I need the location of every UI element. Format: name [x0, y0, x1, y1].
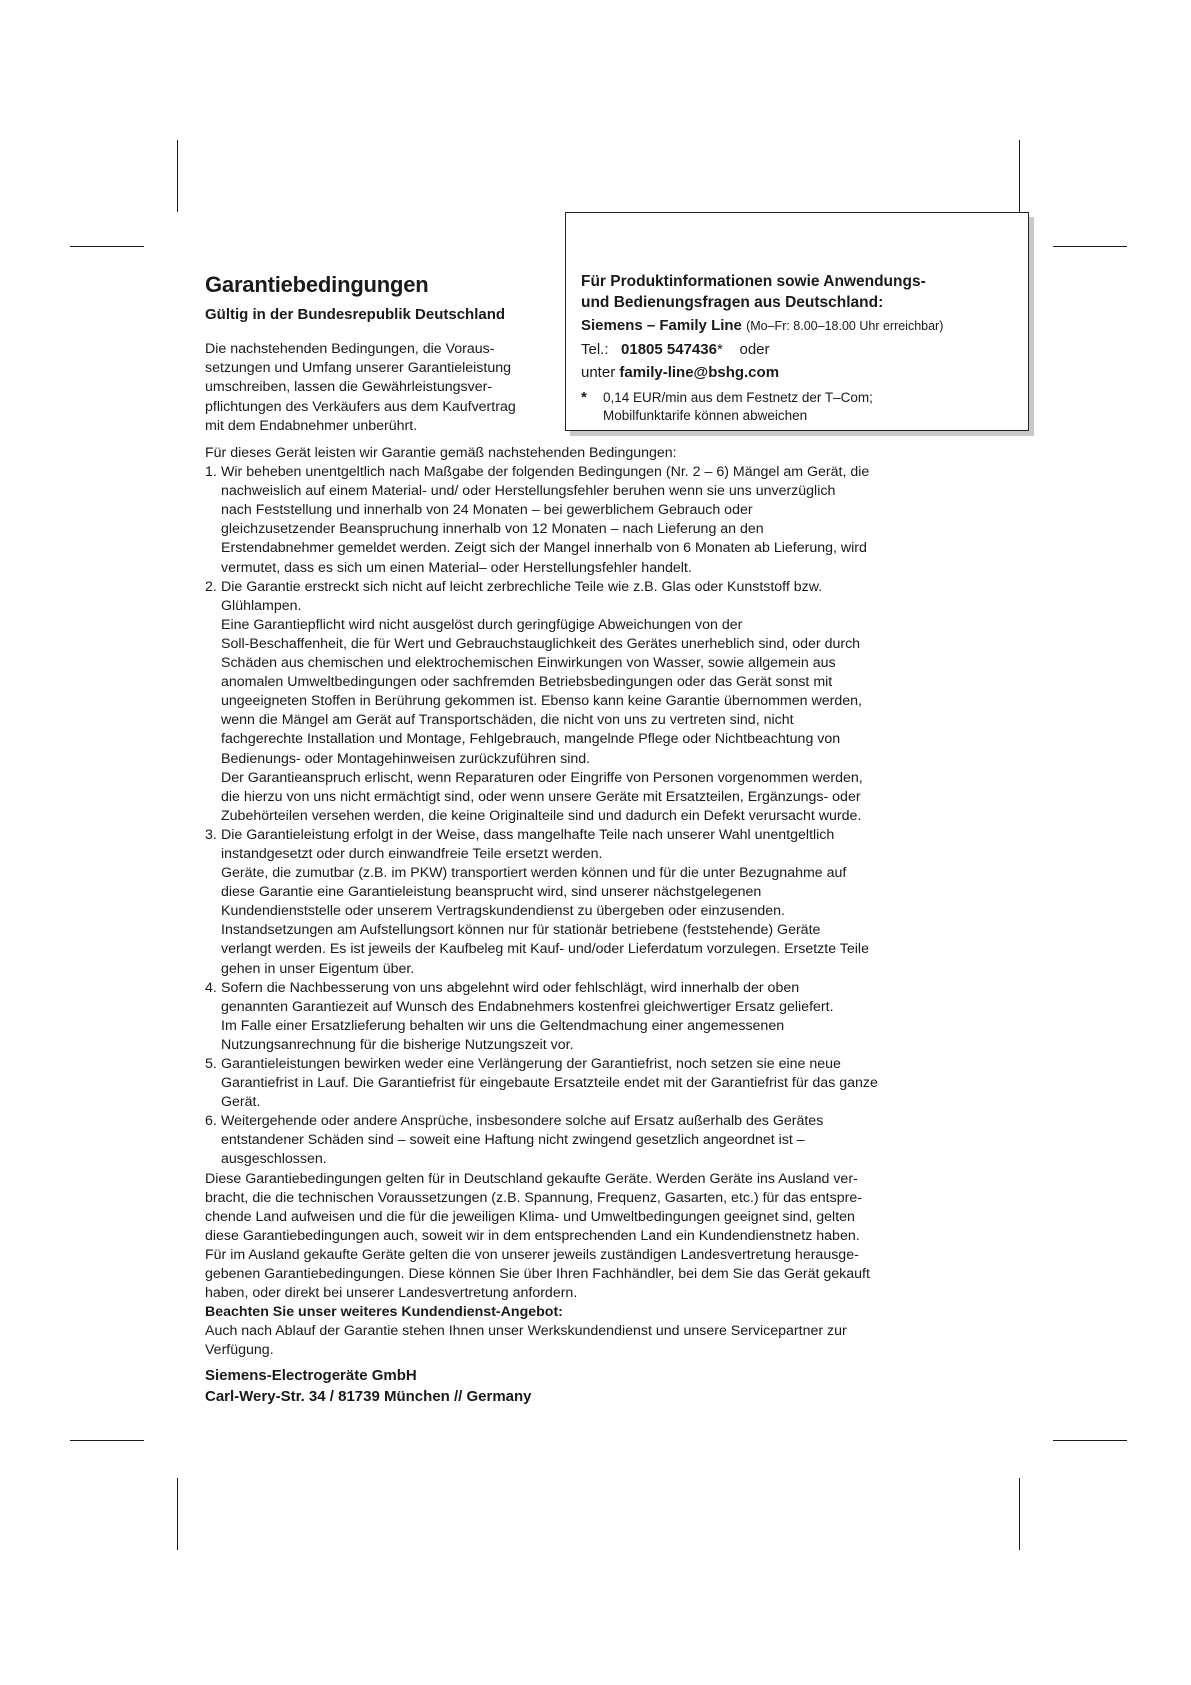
or-text: oder — [739, 341, 770, 358]
phone-line — [581, 339, 1021, 360]
list-item-line: wenn die Mängel am Gerät auf Transportschäden, die nicht von uns zu vertreten sind, nicht — [221, 712, 794, 729]
list-item-number: 1. — [205, 464, 217, 481]
intro-line: pflichtungen des Verkäufers aus dem Kaufvertrag — [205, 398, 516, 415]
list-item-number: 5. — [205, 1056, 217, 1072]
crop-mark — [177, 1478, 178, 1550]
list-item-number: 6. — [205, 1113, 217, 1130]
list-item-line: Die Garantieleistung erfolgt in der Weise, dass mangelhafte Teile nach unserer Wahl unentgeltlich — [221, 826, 835, 843]
list-item-number: 3. — [205, 826, 217, 843]
closing-line: diese Garantiebedingungen auch, soweit wir in dem entsprechenden Land ein Kundendienstnetz haben. — [205, 1227, 860, 1244]
list-item-line: Eine Garantiepflicht wird nicht ausgelöst durch geringfügige Abweichungen von der — [221, 616, 743, 633]
closing-line: Diese Garantiebedingungen gelten für in Deutschland gekaufte Geräte. Werden Geräte ins Ausland ver- — [205, 1170, 858, 1187]
crop-mark — [1053, 246, 1127, 247]
list-item-line: Nutzungsanrechnung für die bisherige Nutzungszeit vor. — [221, 1036, 574, 1053]
intro-line: setzungen und Umfang unserer Garantieleistung — [205, 360, 512, 377]
page-subtitle: Gültig in der Bundesrepublik Deutschland — [205, 306, 506, 323]
list-item-number: 2. — [205, 578, 217, 595]
list-item-line: Weitergehende oder andere Ansprüche, insbesondere solche auf Ersatz außerhalb des Gerätes — [221, 1113, 824, 1130]
info-heading: und Bedienungsfragen aus Deutschland: — [581, 294, 884, 311]
list-item-line: Sofern die Nachbesserung von uns abgelehnt wird oder fehlschlägt, wird innerhalb der oben — [221, 979, 800, 996]
crop-mark — [1053, 1440, 1127, 1441]
list-item-line: Kundendienststelle oder unserem Vertragskundendienst zu übergeben oder einzusenden. — [221, 903, 785, 920]
service-paragraph — [205, 1322, 965, 1360]
service-line: Auch nach Ablauf der Garantie stehen Ihnen unser Werkskundendienst und unsere Servicepartner zur — [205, 1323, 847, 1340]
list-item-line: Soll-Beschaffenheit, die für Wert und Gebrauchstauglichkeit des Gerätes unerheblich sind, oder durch — [221, 635, 861, 652]
company-footer — [205, 1365, 965, 1407]
company-address: Carl-Wery-Str. 34 / 81739 München // Germany — [205, 1387, 532, 1405]
brand-name: Siemens – Family Line — [581, 317, 742, 334]
info-heading: Für Produktinformationen sowie Anwendungs- — [581, 273, 926, 290]
list-item-line: Geräte, die zumutbar (z.B. im PKW) transportiert werden können und für die unter Bezugnahme auf — [221, 865, 847, 882]
list-item — [205, 1112, 965, 1169]
list-item-line: Gerät. — [221, 1094, 261, 1111]
footnote-line: 0,14 EUR/min aus dem Festnetz der T–Com; — [603, 390, 873, 405]
list-item-line: fachgerechte Installation und Montage, Fehlgebrauch, mangelnde Pflege oder Nichtbeachtung von — [221, 731, 841, 748]
info-box — [565, 212, 1029, 431]
service-line: Verfügung. — [205, 1342, 274, 1359]
phone-label: Tel.: — [581, 341, 609, 358]
list-item-line: Zubehörteilen versehen werden, die keine Originalteile sind und dadurch ein Defekt verursacht wurde. — [221, 807, 862, 824]
list-item-line: Schäden aus chemischen und elektrochemischen Einwirkungen von Wasser, sowie allgemein aus — [221, 655, 836, 672]
list-item-line: Bedienungs- oder Montagehinweisen zurückzuführen sind. — [221, 750, 591, 767]
intro-line: Die nachstehenden Bedingungen, die Voraus- — [205, 341, 495, 357]
list-item-line: verlangt werden. Es ist jeweils der Kaufbeleg mit Kauf- und/oder Lieferdatum vorzulegen. Ersetzte Teile — [221, 941, 869, 958]
list-item-line: nach Feststellung und innerhalb von 24 Monaten – bei gewerblichem Gebrauch oder — [221, 502, 753, 519]
list-item-line: Erstendabnehmer gemeldet werden. Zeigt sich der Mangel innerhalb von 6 Monaten ab Lieferung, wird — [221, 540, 867, 557]
opening-hours: (Mo–Fr: 8.00–18.00 Uhr erreichbar) — [746, 319, 944, 333]
list-item-line: vermutet, dass es sich um einen Material– oder Herstellungsfehler handelt. — [221, 559, 692, 576]
list-item-number: 4. — [205, 979, 217, 996]
list-item-line: Wir beheben unentgeltlich nach Maßgabe der folgenden Bedingungen (Nr. 2 – 6) Mängel am Gerät, die — [221, 464, 870, 481]
list-item-line: instandgesetzt oder durch einwandfreie Teile ersetzt werden. — [221, 845, 603, 862]
service-heading: Beachten Sie unser weiteres Kundendienst-Angebot: — [205, 1304, 563, 1321]
closing-paragraph — [205, 1170, 965, 1304]
list-item-line: nachweislich auf einem Material- und/ oder Herstellungsfehler beruhen wenn sie uns unverzüglich — [221, 483, 836, 500]
list-item-line: ungeeigneten Stoffen in Berührung gekommen ist. Ebenso kann keine Garantie übernommen werden, — [221, 693, 862, 710]
email-line — [581, 362, 1021, 383]
email-prefix: unter — [581, 364, 616, 381]
closing-line: haben, oder direkt bei unserer Landesvertretung anfordern. — [205, 1285, 578, 1302]
list-item — [205, 826, 965, 979]
intro-line: mit dem Endabnehmer unberührt. — [205, 417, 418, 434]
closing-line: gebenen Garantiebedingungen. Diese können Sie über Ihren Fachhändler, bei dem Sie das Gerät gekauft — [205, 1266, 870, 1283]
terms-lead: Für dieses Gerät leisten wir Garantie gemäß nachstehenden Bedingungen: — [205, 445, 677, 461]
list-item — [205, 979, 965, 1055]
phone-footnote-marker: * — [716, 341, 723, 358]
crop-mark — [177, 140, 178, 212]
list-item-line: anomalen Umweltbedingungen oder sachfremden Betriebsbedingungen oder das Gerät sonst mit — [221, 674, 833, 691]
list-item-line: Der Garantieanspruch erlischt, wenn Reparaturen oder Eingriffe von Personen vorgenommen werden, — [221, 769, 863, 786]
list-item-line: die hierzu von uns nicht ermächtigt sind, oder wenn unsere Geräte mit Ersatzteilen, Ergänzungs- oder — [221, 788, 861, 805]
list-item-line: Instandsetzungen am Aufstellungsort können nur für stationär betriebene (feststehende) Geräte — [221, 922, 821, 939]
list-item-line: Garantieleistungen bewirken weder eine Verlängerung der Garantiefrist, noch setzen sie eine neue — [221, 1056, 841, 1072]
closing-line: chende Land aufweisen und die für die jeweiligen Klima- und Umweltbedingungen geeignet sind, gelten — [205, 1208, 855, 1225]
list-item-line: diese Garantie eine Garantieleistung beansprucht wird, sind unserer nächstgelegenen — [221, 884, 762, 901]
closing-line: Für im Ausland gekaufte Geräte gelten die von unserer jeweils zuständigen Landesvertretung herausge- — [205, 1246, 859, 1263]
warranty-terms — [205, 444, 965, 1407]
terms-list — [205, 463, 965, 1169]
company-name: Siemens-Electrogeräte GmbH — [205, 1366, 417, 1384]
crop-mark — [1019, 140, 1020, 212]
list-item-line: gehen in unser Eigentum über. — [221, 960, 415, 977]
list-item-line: Glühlampen. — [221, 597, 302, 614]
list-item-line: ausgeschlossen. — [221, 1151, 327, 1168]
list-item — [205, 578, 965, 826]
list-item-line: Im Falle einer Ersatzlieferung behalten wir uns die Geltendmachung einer angemessenen — [221, 1017, 785, 1034]
page-title: Garantiebedingungen — [205, 272, 429, 297]
crop-mark — [70, 246, 144, 247]
closing-line: bracht, die die technischen Voraussetzungen (z.B. Spannung, Frequenz, Gasarten, etc.) für das entspre- — [205, 1189, 862, 1206]
list-item-line: Die Garantie erstreckt sich nicht auf leicht zerbrechliche Teile wie z.B. Glas oder Kunststoff bzw. — [221, 578, 823, 595]
intro-line: umschreiben, lassen die Gewährleistungsver- — [205, 379, 493, 396]
footnote-line: Mobilfunktarife können abweichen — [603, 408, 808, 423]
crop-mark — [1019, 1478, 1020, 1550]
crop-mark — [70, 1440, 144, 1441]
email-link[interactable]: family-line@bshg.com — [619, 364, 780, 381]
list-item-line: gleichzusetzender Beanspruchung innerhalb von 12 Monaten – nach Lieferung an den — [221, 521, 764, 538]
footnote-star: * — [581, 389, 587, 406]
list-item — [205, 1055, 965, 1112]
hotline-brand-line — [581, 315, 1021, 337]
intro-paragraph — [205, 340, 565, 436]
phone-number: 01805 547436 — [621, 341, 717, 358]
list-item-line: genannten Garantiezeit auf Wunsch des Endabnehmers kostenfrei gleichwertiger Ersatz geliefert. — [221, 998, 834, 1015]
list-item — [205, 463, 965, 578]
tariff-footnote — [581, 389, 1021, 425]
list-item-line: Garantiefrist in Lauf. Die Garantiefrist für eingebaute Ersatzteile endet mit der Garantiefrist für das ganze — [221, 1075, 878, 1092]
list-item-line: entstandener Schäden sind – soweit eine Haftung nicht zwingend gesetzlich angeordnet ist – — [221, 1132, 805, 1149]
